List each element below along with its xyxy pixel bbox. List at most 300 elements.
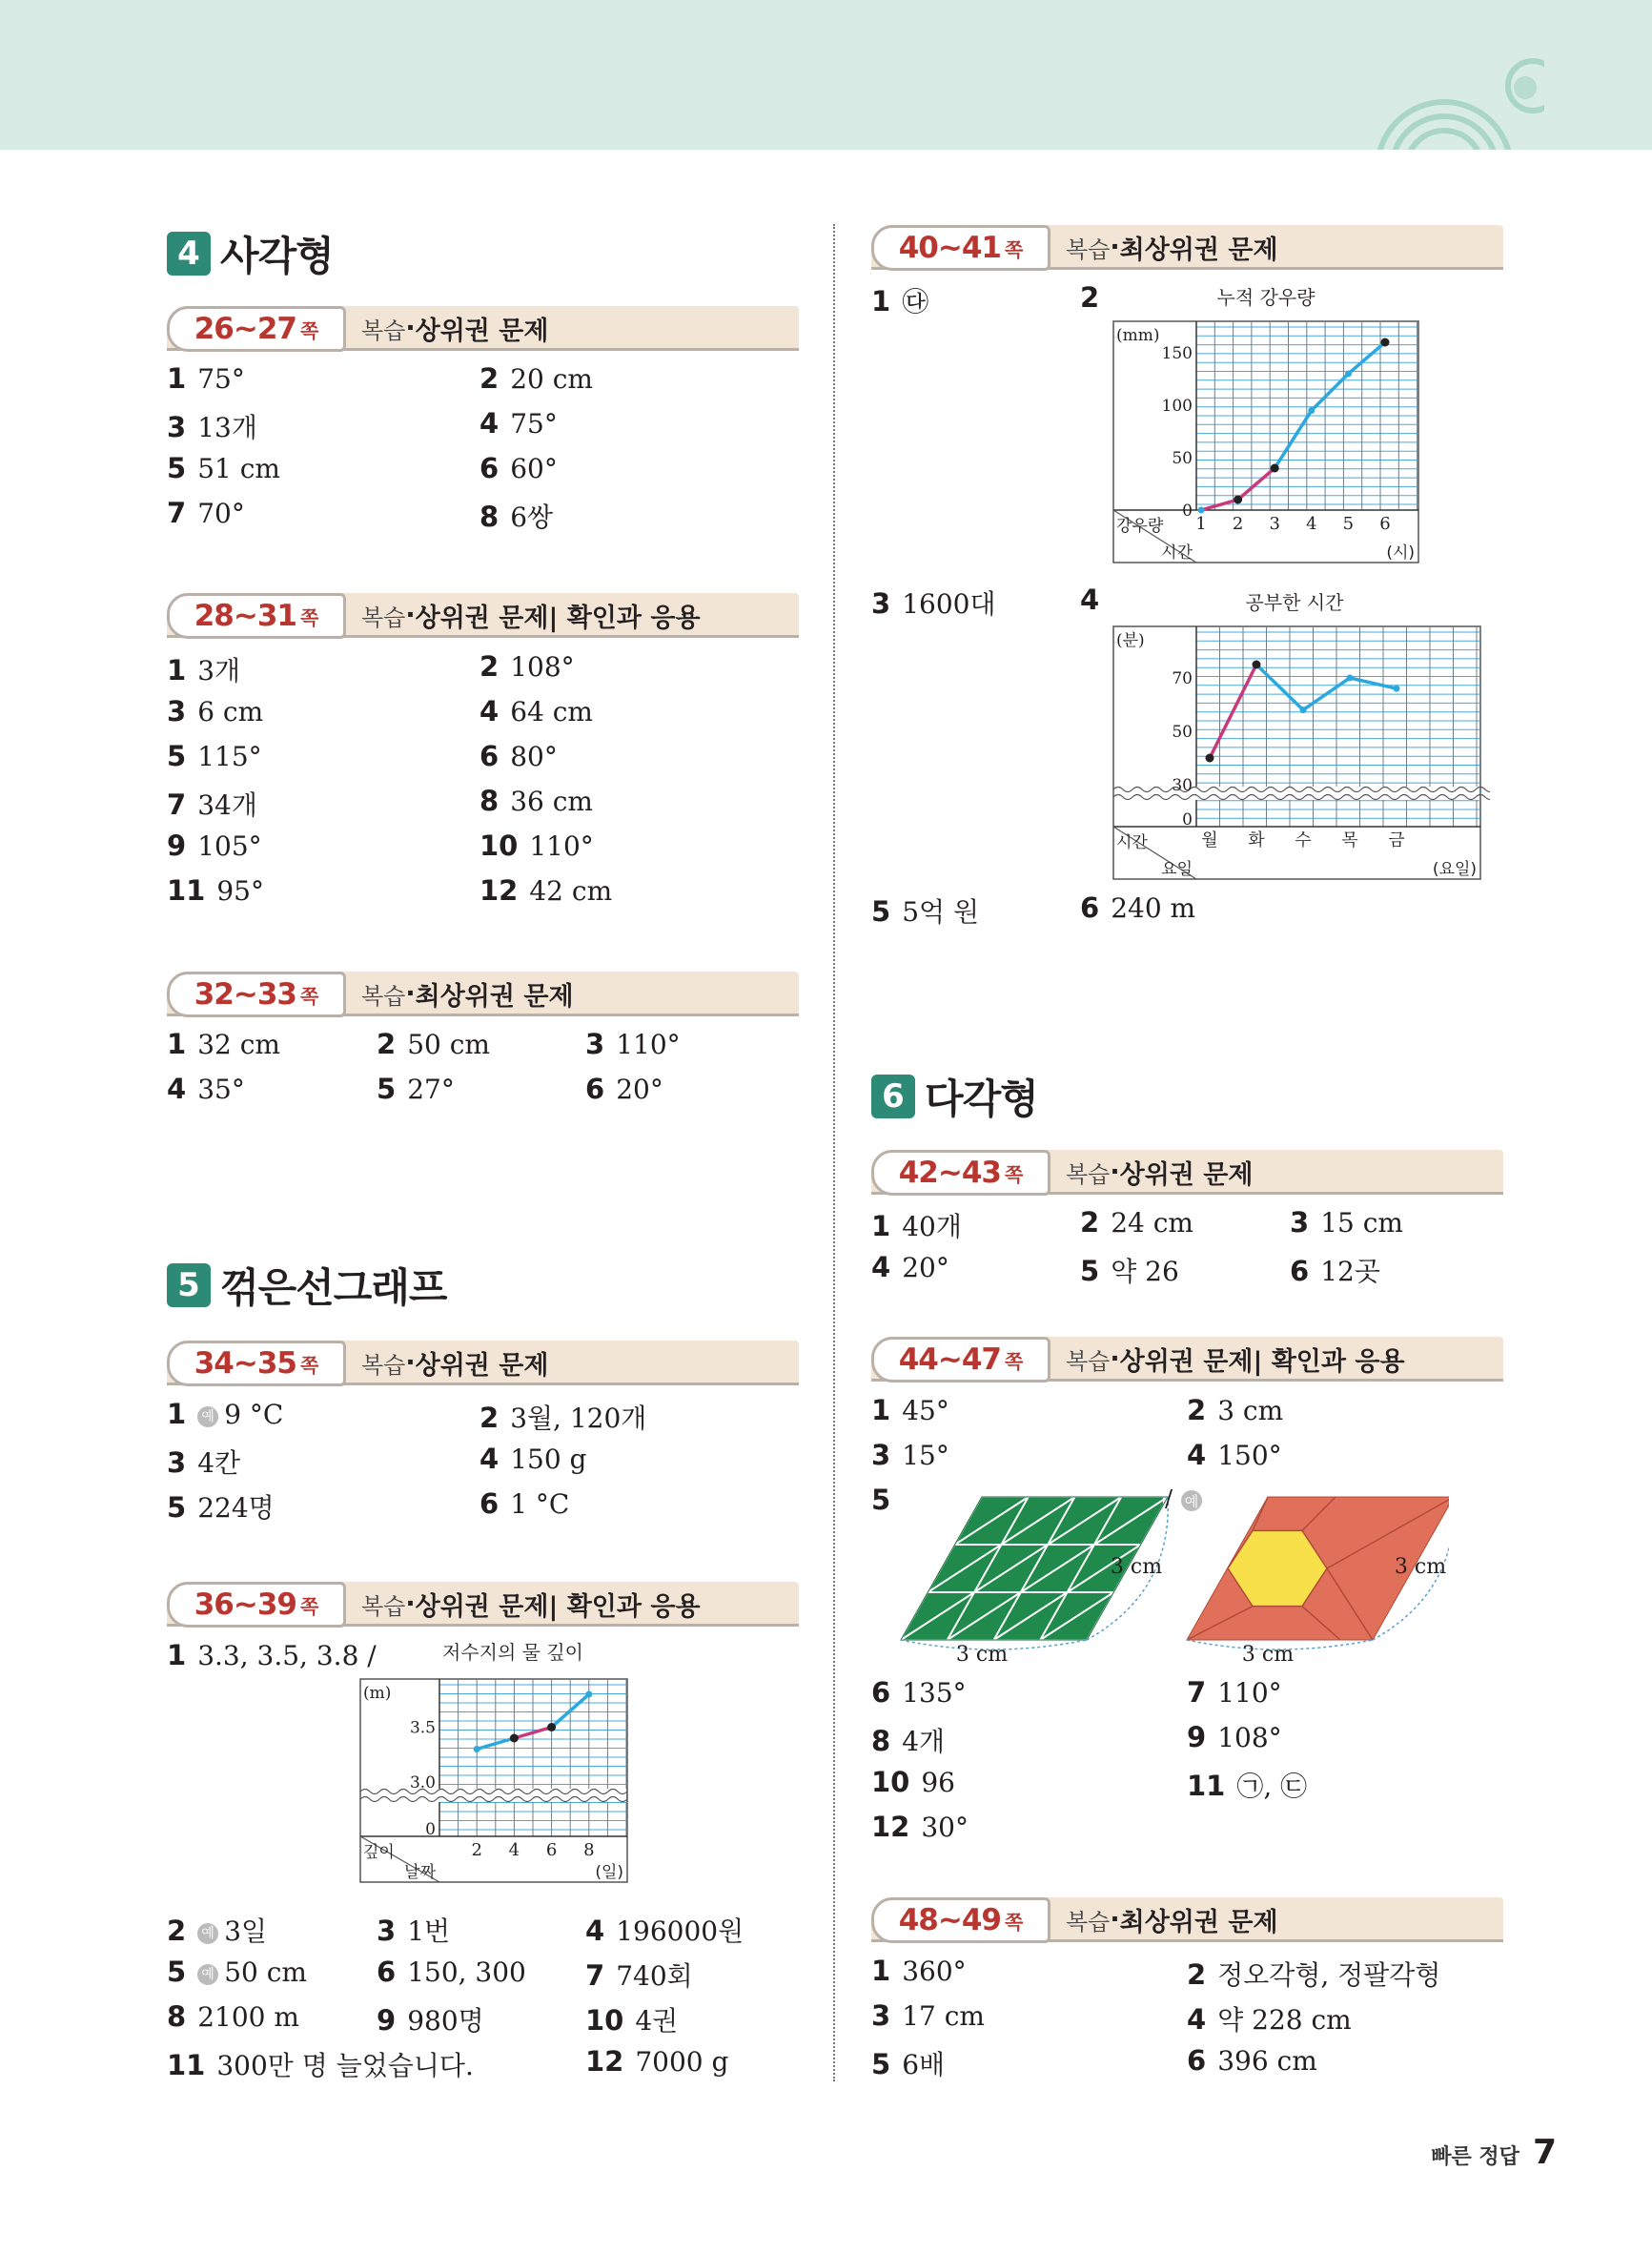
page-range: 26~27 [194, 312, 296, 346]
answer-text: 75° [510, 408, 558, 440]
answer-value [1111, 1207, 1193, 1239]
answer-number: 3 [167, 411, 187, 443]
answer-item [167, 1956, 307, 1988]
section-header-h4 [167, 1341, 799, 1384]
answer-item [167, 785, 257, 823]
page-range-pill [871, 225, 1050, 271]
answer-number: 12 [585, 2045, 624, 2078]
answer-text: 740회 [616, 1960, 693, 1992]
answer-item [585, 2000, 678, 2038]
answer-value [197, 498, 245, 529]
answer-item [479, 874, 612, 907]
answer-item [871, 1676, 967, 1709]
data-point [1234, 496, 1242, 504]
answer-value [902, 2000, 985, 2032]
chapter-4-heading [167, 225, 334, 282]
page-suffix: 쪽 [299, 984, 319, 1008]
answer-value [1111, 892, 1195, 924]
data-point [1347, 675, 1354, 682]
data-point [1308, 407, 1315, 414]
answer-text: 27° [407, 1074, 455, 1105]
answer-number: 1 [167, 1639, 187, 1671]
chapter-title: 사각형 [220, 233, 334, 279]
answer-number: 8 [871, 1725, 891, 1757]
answer-item [1080, 891, 1195, 924]
y-tick-label: 30 [1172, 776, 1193, 795]
answer-text: 150° [1217, 1440, 1282, 1471]
x-tick-label: 2 [1232, 514, 1244, 534]
page-range: 34~35 [194, 1346, 296, 1381]
answer-text: 42 cm [529, 875, 613, 907]
title-dot: · [405, 1347, 416, 1378]
answer-text: 45° [902, 1395, 949, 1426]
page-range-pill [167, 306, 346, 352]
answer-item [479, 695, 593, 727]
section-header-h5 [167, 1582, 799, 1626]
answer-value [921, 1767, 955, 1798]
answer-item [167, 1911, 267, 1949]
series-segment [1275, 411, 1312, 469]
y-unit: (분) [1116, 631, 1145, 650]
page-range: 32~33 [194, 977, 296, 1012]
answer-number: 1 [871, 1210, 891, 1242]
y-tick-label: 3.5 [409, 1718, 436, 1738]
answer-item [167, 1028, 280, 1060]
answer-text: 5억 원 [902, 896, 979, 928]
section-extra: | 확인과 응용 [548, 603, 701, 633]
answer-text: 135° [902, 1677, 967, 1709]
page-range: 48~49 [898, 1903, 1001, 1937]
answer-value [902, 1721, 945, 1759]
answer-item [585, 2045, 728, 2078]
answer-text: 20 cm [510, 363, 593, 395]
y-unit: (mm) [1116, 326, 1160, 345]
section-extra: | 확인과 응용 [548, 1591, 701, 1622]
answer-number: 7 [167, 789, 187, 821]
series-segment [1210, 665, 1256, 758]
answer-value [197, 363, 245, 395]
answer-item [167, 740, 262, 772]
answer-text: 6배 [902, 2049, 946, 2080]
answer-text: 110° [616, 1029, 681, 1060]
y-tick-label: 0 [1182, 502, 1193, 521]
answer-number: 9 [1187, 1721, 1207, 1753]
answer-value [1217, 1395, 1283, 1426]
answer-number: 2 [377, 1028, 397, 1060]
answer-number: 2 [479, 1402, 500, 1434]
title-dot: · [1110, 1343, 1120, 1374]
page-suffix: 쪽 [1004, 1910, 1024, 1934]
answer-item [871, 2044, 945, 2082]
answer-value [407, 1911, 450, 1949]
answer-value [1217, 1677, 1281, 1709]
answer-text: 980명 [407, 2005, 484, 2037]
answer-number: 9 [377, 2004, 397, 2037]
x-axis-label: 요일 [1161, 860, 1193, 879]
answer-text: 75° [197, 363, 245, 395]
answer-number: 5 [1080, 1255, 1100, 1287]
page-suffix: 쪽 [299, 318, 319, 342]
series-segment [1348, 342, 1385, 374]
answer-text: 196000원 [616, 1915, 744, 1947]
answer-text: 95° [216, 875, 264, 907]
data-point [547, 1723, 556, 1731]
answer-text: 7000 g [635, 2046, 729, 2078]
answer-item [1187, 1676, 1282, 1709]
y-axis-label: 시간 [1116, 833, 1148, 852]
answer-number: 4 [479, 1443, 500, 1475]
series-segment [1312, 374, 1349, 411]
answer-number: 2 [479, 650, 500, 683]
answer-item [167, 2000, 299, 2033]
answer-text: 30° [921, 1812, 969, 1843]
data-point [1271, 464, 1279, 473]
x-tick-label: 6 [1379, 514, 1391, 534]
section-extra: | 확인과 응용 [1253, 1346, 1405, 1377]
answer-number: 5 [167, 1491, 187, 1524]
answer-value [197, 1399, 283, 1430]
data-point [1381, 338, 1390, 347]
x-tick-label: 4 [508, 1840, 520, 1860]
answer-text: 3 cm [1217, 1395, 1284, 1426]
answer-text: 1 °C [510, 1488, 570, 1520]
answer-value [1217, 1440, 1281, 1471]
answer-value [197, 453, 280, 484]
answer-value [902, 281, 928, 319]
answer-value [197, 650, 240, 688]
answer-number: 5 [377, 1073, 397, 1105]
answer-text: 150, 300 [407, 1956, 526, 1988]
answer-value [902, 1395, 949, 1426]
y-tick-label: 150 [1161, 344, 1193, 363]
page-range-pill [871, 1337, 1050, 1383]
chapter-title: 꺾은선그래프 [220, 1264, 447, 1311]
answer-text: 108° [1217, 1722, 1282, 1753]
answer-value [1217, 2045, 1317, 2077]
answer-value [197, 407, 257, 445]
section-header-h6 [871, 225, 1503, 269]
answer-value [529, 830, 593, 862]
chart-cumulative-rainfall [1109, 283, 1433, 565]
answer-value [197, 785, 257, 823]
answer-number: 6 [479, 1487, 500, 1520]
answer-text: 96 [921, 1767, 955, 1798]
answer-number: 5 [871, 2048, 891, 2080]
review-label: 복습 [361, 317, 406, 344]
answer-number: 5 [167, 740, 187, 772]
answer-text: 80° [510, 741, 558, 772]
section-header-h2 [167, 593, 799, 637]
answer-item [377, 1028, 490, 1060]
page-range: 36~39 [194, 1587, 296, 1622]
answer-number: 2 [1080, 1206, 1100, 1239]
answer-item [479, 407, 558, 440]
answer-text: 1번 [407, 1915, 451, 1947]
answer-text: 110° [1217, 1677, 1282, 1709]
x-axis-label: 시간 [1161, 543, 1193, 563]
section-type: 상위권 문제 [1119, 1346, 1254, 1377]
answer-value [197, 1074, 245, 1105]
answer-value [616, 1911, 744, 1949]
answer-item [377, 1073, 455, 1105]
answer-text: ㉰ [902, 286, 929, 317]
answer-text: 12곳 [1320, 1256, 1380, 1287]
answer-item [479, 452, 558, 484]
answer-value [407, 2000, 484, 2038]
review-label: 복습 [1066, 236, 1111, 263]
answer-item [871, 1999, 985, 2032]
answer-value [635, 2046, 728, 2078]
answer-value [510, 497, 553, 535]
answer-item [585, 1028, 681, 1060]
answer-item [871, 281, 928, 319]
answer-number: 11 [1187, 1770, 1226, 1802]
y-tick-label: 50 [1172, 723, 1193, 742]
answer-number: 8 [479, 501, 500, 533]
y-axis-label: 강우량 [1116, 517, 1164, 536]
answer-number: 4 [479, 695, 500, 727]
answer-number: 5 [167, 1956, 187, 1988]
answer-item [167, 1487, 275, 1526]
answer-number: 5 [871, 895, 891, 928]
page-range-pill [871, 1897, 1050, 1943]
answer-item [377, 2000, 484, 2038]
series-segment [1350, 678, 1397, 688]
answer-number: 3 [585, 1028, 605, 1060]
title-dot: · [405, 1588, 416, 1619]
page-suffix: 쪽 [1004, 237, 1024, 261]
answer-text: 64 cm [510, 696, 593, 727]
answer-item [167, 1398, 283, 1430]
x-unit: (요일) [1432, 860, 1477, 879]
x-tick-label: 화 [1248, 830, 1265, 850]
x-axis-label: 날짜 [404, 1863, 436, 1882]
answer-number: 2 [1187, 1958, 1207, 1991]
chart-study-time [1109, 588, 1490, 880]
answer-item [1187, 1999, 1352, 2038]
answer-number: 1 [167, 1028, 187, 1060]
data-point [1198, 507, 1205, 514]
answer-text: 32 cm [197, 1029, 280, 1060]
data-point [510, 1734, 519, 1743]
answer-number: 1 [871, 285, 891, 317]
answer-number: 11 [167, 2049, 206, 2081]
answer-item [479, 1398, 646, 1436]
answer-text: 360° [902, 1956, 967, 1987]
answer-text: 6 cm [197, 696, 264, 727]
answer-number: 1 [167, 654, 187, 686]
section-title [361, 1586, 701, 1622]
answer-text: 정오각형, 정팔각형 [1217, 1959, 1441, 1991]
answer-value [407, 1074, 455, 1105]
answer-number: 6 [377, 1956, 397, 1988]
section-header-h8 [871, 1337, 1503, 1381]
answer-number: 2 [167, 1915, 187, 1947]
data-point [1206, 754, 1214, 763]
answer-number: 6 [479, 740, 500, 772]
answer-number: 6 [585, 1073, 605, 1105]
section-type: 상위권 문제 [415, 316, 549, 346]
answer-value [902, 1677, 966, 1709]
answer-text: 108° [510, 651, 575, 683]
answer-item [871, 1811, 969, 1843]
answer-item [479, 497, 553, 535]
y-tick-label: 0 [1182, 810, 1193, 830]
answer-number: 3 [167, 695, 187, 727]
x-unit: (시) [1386, 543, 1415, 563]
answer-item [167, 452, 280, 484]
answer-value [510, 741, 558, 772]
answer-item [1187, 1766, 1307, 1804]
swirl-decoration [1373, 50, 1544, 150]
answer-text: 50 cm [407, 1029, 490, 1060]
section-title [1066, 1341, 1405, 1377]
answer-number: 3 [871, 587, 891, 620]
review-label: 복습 [361, 1592, 406, 1620]
answer-item [167, 362, 245, 395]
answer-item [1080, 1206, 1193, 1239]
answer-item [871, 1955, 967, 1987]
answer-number: 6 [1290, 1255, 1310, 1287]
answer-number: 4 [1187, 2003, 1207, 2036]
answer-text: 6쌍 [510, 502, 554, 533]
chapter-number: 4 [167, 232, 211, 276]
answer-number: 1 [871, 1955, 891, 1987]
example-mark: 예 [197, 1964, 218, 1985]
answer-value [616, 1956, 693, 1994]
answer-item [871, 891, 979, 930]
answer-item [167, 874, 264, 907]
page-suffix: 쪽 [1004, 1162, 1024, 1186]
answer-text: 105° [197, 830, 262, 862]
data-point [1300, 707, 1307, 713]
data-point [1394, 686, 1400, 692]
answer-value [510, 408, 558, 440]
answer-number: 7 [167, 497, 187, 529]
answer-text: 60° [510, 453, 558, 484]
answer-value [616, 1074, 663, 1105]
answer-item [167, 830, 262, 862]
answer-value: 3.3, 3.5, 3.8 / [197, 1640, 377, 1671]
x-tick-label: 월 [1201, 830, 1218, 850]
answer-value [197, 696, 263, 727]
page-range: 42~43 [898, 1156, 1001, 1190]
review-label: 복습 [1066, 1160, 1111, 1188]
answer-text: 3월, 120개 [510, 1403, 647, 1434]
answer-number: 2 [1187, 1394, 1207, 1426]
answer-value [902, 2044, 945, 2082]
answer-number: 4 [1187, 1439, 1207, 1471]
page-number: 7 [1532, 2133, 1557, 2172]
answer-item [479, 785, 593, 817]
answer-number: 8 [167, 2000, 187, 2033]
answer-value [510, 363, 593, 395]
x-tick-label: 6 [545, 1840, 558, 1860]
answer-item [1187, 2044, 1317, 2077]
answer-text: 115° [197, 741, 262, 772]
answer-value [616, 1029, 680, 1060]
answer-item [1290, 1251, 1380, 1289]
section-title [361, 597, 701, 633]
side-length-label: 3 cm [1394, 1555, 1447, 1579]
answer-text: 15 cm [1320, 1207, 1403, 1239]
slash: / [1164, 1487, 1173, 1512]
answer-value [921, 1812, 969, 1843]
answer-number: 3 [167, 1446, 187, 1479]
section-type: 상위권 문제 [415, 1350, 549, 1381]
section-header-h3 [167, 972, 799, 1015]
answer-number: 8 [479, 785, 500, 817]
title-dot: · [1110, 232, 1120, 262]
answer-value [407, 1956, 526, 1988]
section-title [1066, 229, 1278, 265]
answer-number: 7 [1187, 1676, 1207, 1709]
answer-value [902, 1252, 949, 1283]
y-tick-label: 50 [1172, 449, 1193, 468]
answer-item [167, 695, 263, 727]
section-title [1066, 1154, 1253, 1190]
data-point [585, 1691, 592, 1698]
x-unit: (일) [595, 1863, 623, 1882]
answer-text: 110° [529, 830, 594, 862]
answer-item [871, 1206, 962, 1244]
answer-item [1080, 281, 1111, 314]
answer-text: 300만 명 늘었습니다. [216, 2050, 474, 2081]
answer-value [510, 1488, 569, 1520]
answer-value [1217, 1999, 1352, 2038]
chapter-title: 다각형 [925, 1075, 1038, 1122]
x-tick-label: 5 [1342, 514, 1355, 534]
side-length-label: 3 cm [955, 1643, 1009, 1667]
answer-value [1111, 1251, 1179, 1289]
chart-title: 공부한 시간 [1245, 591, 1344, 614]
answer-value [1217, 1955, 1440, 1993]
answer-number: 6 [1080, 891, 1100, 924]
answer-text: 396 cm [1217, 2045, 1317, 2077]
answer-text: 2100 m [197, 2001, 299, 2033]
answer-text: 40개 [902, 1211, 962, 1242]
answer-item [585, 1073, 663, 1105]
answer-value [902, 1956, 966, 1987]
section-title [361, 1344, 548, 1381]
y-tick-label: 3.0 [409, 1773, 436, 1792]
answer-number: 3 [871, 1999, 891, 2032]
answer-value [197, 1487, 275, 1526]
answer-text: 150 g [510, 1444, 587, 1475]
answer-value [1320, 1251, 1380, 1289]
section-header-h9 [871, 1897, 1503, 1941]
section-title [1066, 1901, 1278, 1937]
series-segment [1238, 468, 1275, 500]
page-range: 28~31 [194, 599, 296, 633]
answer-text: 15° [902, 1440, 949, 1471]
title-dot: · [405, 600, 416, 630]
answer-number: 11 [167, 874, 206, 907]
section-header-h7 [871, 1150, 1503, 1194]
x-tick-label: 1 [1195, 514, 1207, 534]
answer-number: 5 [871, 1484, 891, 1516]
answer-item [871, 1394, 949, 1426]
answer-value [510, 696, 593, 727]
page-suffix: 쪽 [299, 1594, 319, 1618]
answer-value [197, 830, 261, 862]
answer-number: 4 [871, 1251, 891, 1283]
page-suffix: 쪽 [299, 1353, 319, 1377]
answer-item [871, 584, 996, 622]
answer-number: 4 [585, 1915, 605, 1947]
answer-item [479, 650, 575, 683]
answer-text: 35° [197, 1074, 245, 1105]
